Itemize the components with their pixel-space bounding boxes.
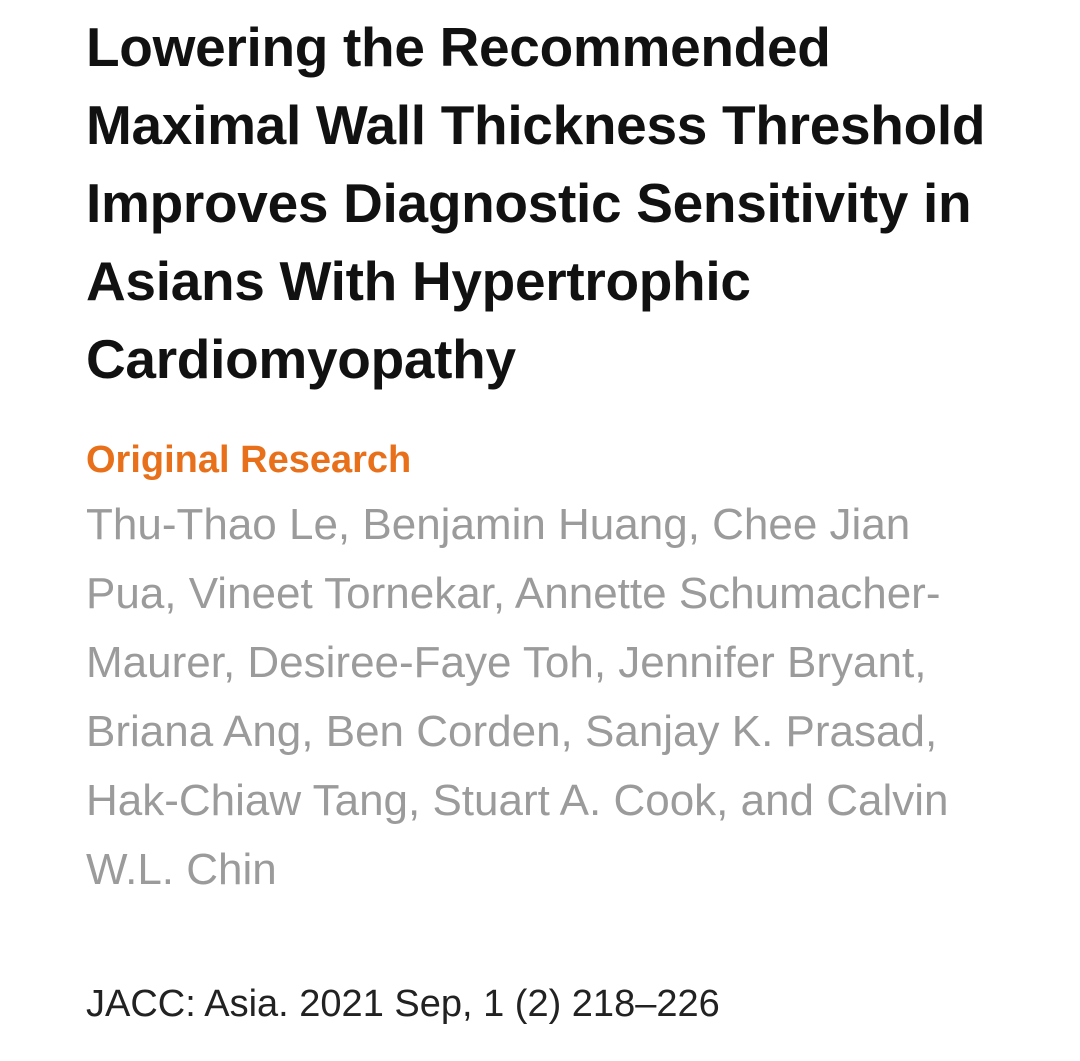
article-card[interactable] [86, 0, 1046, 1061]
article-category: Original Research [86, 439, 412, 481]
authors-container [86, 490, 1046, 942]
article-title[interactable]: Lowering the Recommended Maximal Wall Thickness Threshold Improves Diagnostic Sensitivity in Asians With Hypertrophic Cardiomyopathy [86, 16, 986, 390]
article-citation: JACC: Asia. 2021 Sep, 1 (2) 218–226 [86, 983, 720, 1025]
article-authors: Thu-Thao Le, Benjamin Huang, Chee Jian Pua, Vineet Tornekar, Annette Schumacher-Maurer, Desiree-Faye Toh, Jennifer Bryant, Briana Ang, Ben Corden, Sanjay K. Prasad, Hak-Chiaw Tang, Stuart A. Cook, and Calvin W.L. Chin [86, 500, 949, 894]
